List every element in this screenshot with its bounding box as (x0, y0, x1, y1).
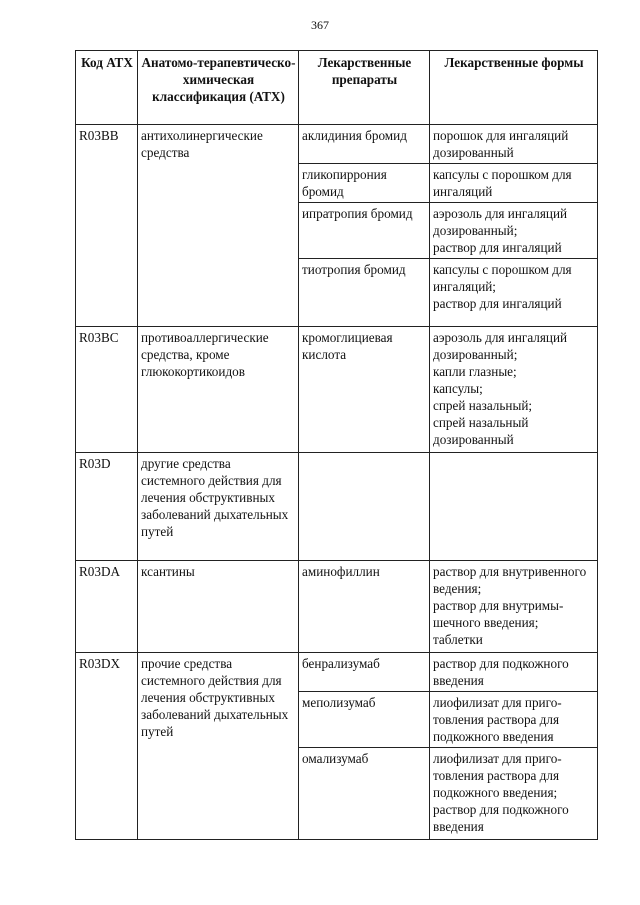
dosage-form-item: таблетки (433, 632, 483, 647)
dosage-form-item: раствор для ингаляций (433, 296, 562, 311)
atc-code-cell: R03DA (76, 561, 138, 653)
dosage-form-item: раствор для подкожного введения (433, 656, 569, 688)
atc-classification-cell: ксантины (138, 561, 299, 653)
table-header-row (76, 51, 598, 125)
dosage-form-item: спрей назальный; (433, 398, 533, 413)
page-number: 367 (311, 18, 329, 32)
drug-name-cell: тиотропия бромид (299, 259, 430, 327)
table-row (76, 561, 598, 653)
drug-name-cell: ипратропия бромид (299, 203, 430, 259)
dosage-forms-cell (430, 653, 598, 692)
dosage-form-item: аэрозоль для ингаляций дозированный; (433, 206, 568, 238)
table-row (76, 653, 598, 692)
atc-classification-cell: противоаллергические средства, кроме глюкокортикоидов (138, 327, 299, 453)
dosage-form-item: раствор для внутривенного ведения; (433, 564, 587, 596)
dosage-form-item: лиофилизат для приго-товления раствора для подкожного введения; (433, 751, 562, 800)
drug-name-cell (299, 453, 430, 561)
atc-classification-cell: прочие средства системного действия для лечения обструктивных заболеваний дыхательных путей (138, 653, 299, 840)
drug-name-cell: аклидиния бромид (299, 125, 430, 164)
dosage-forms-cell (430, 692, 598, 748)
table-row (76, 453, 598, 561)
atc-drug-table (75, 50, 598, 840)
dosage-form-item: аэрозоль для ингаляций дозированный; (433, 330, 568, 362)
drug-name-cell: гликопиррония бромид (299, 164, 430, 203)
table-row (76, 125, 598, 164)
dosage-forms-cell (430, 561, 598, 653)
dosage-forms-cell (430, 327, 598, 453)
atc-code-cell: R03D (76, 453, 138, 561)
dosage-form-item: капсулы с порошком для ингаляций (433, 167, 572, 199)
dosage-forms-cell (430, 203, 598, 259)
atc-classification-cell: антихолинергические средства (138, 125, 299, 327)
dosage-form-item: спрей назальный дозированный (433, 415, 529, 447)
dosage-form-item: капли глазные; (433, 364, 517, 379)
drug-name-cell: бенрализумаб (299, 653, 430, 692)
header-forms: Лекарственные формы (430, 51, 598, 125)
dosage-forms-cell (430, 748, 598, 840)
atc-code-cell: R03DX (76, 653, 138, 840)
dosage-forms-cell (430, 125, 598, 164)
dosage-form-item: капсулы; (433, 381, 483, 396)
header-atc: Анатомо-терапевтическо-химическая классификация (АТХ) (138, 51, 299, 125)
atc-code-cell: R03BC (76, 327, 138, 453)
dosage-forms-cell (430, 453, 598, 561)
atc-code-cell: R03BB (76, 125, 138, 327)
dosage-form-item: раствор для ингаляций (433, 240, 562, 255)
drug-name-cell: меполизумаб (299, 692, 430, 748)
drug-name-cell: кромоглициевая кислота (299, 327, 430, 453)
dosage-forms-cell (430, 164, 598, 203)
dosage-form-item: раствор для подкожного введения (433, 802, 569, 834)
atc-classification-cell: другие средства системного действия для лечения обструктивных заболеваний дыхательных путей (138, 453, 299, 561)
header-drugs: Лекарственные препараты (299, 51, 430, 125)
drug-name-cell: омализумаб (299, 748, 430, 840)
table-row (76, 327, 598, 453)
dosage-form-item: лиофилизат для приго-товления раствора для подкожного введения (433, 695, 562, 744)
table-body (76, 125, 598, 840)
dosage-form-item: порошок для ингаляций дозированный (433, 128, 569, 160)
dosage-forms-cell (430, 259, 598, 327)
dosage-form-item: раствор для внутримы-шечного введения; (433, 598, 564, 630)
dosage-form-item: капсулы с порошком для ингаляций; (433, 262, 572, 294)
drug-name-cell: аминофиллин (299, 561, 430, 653)
header-code: Код АТХ (76, 51, 138, 125)
